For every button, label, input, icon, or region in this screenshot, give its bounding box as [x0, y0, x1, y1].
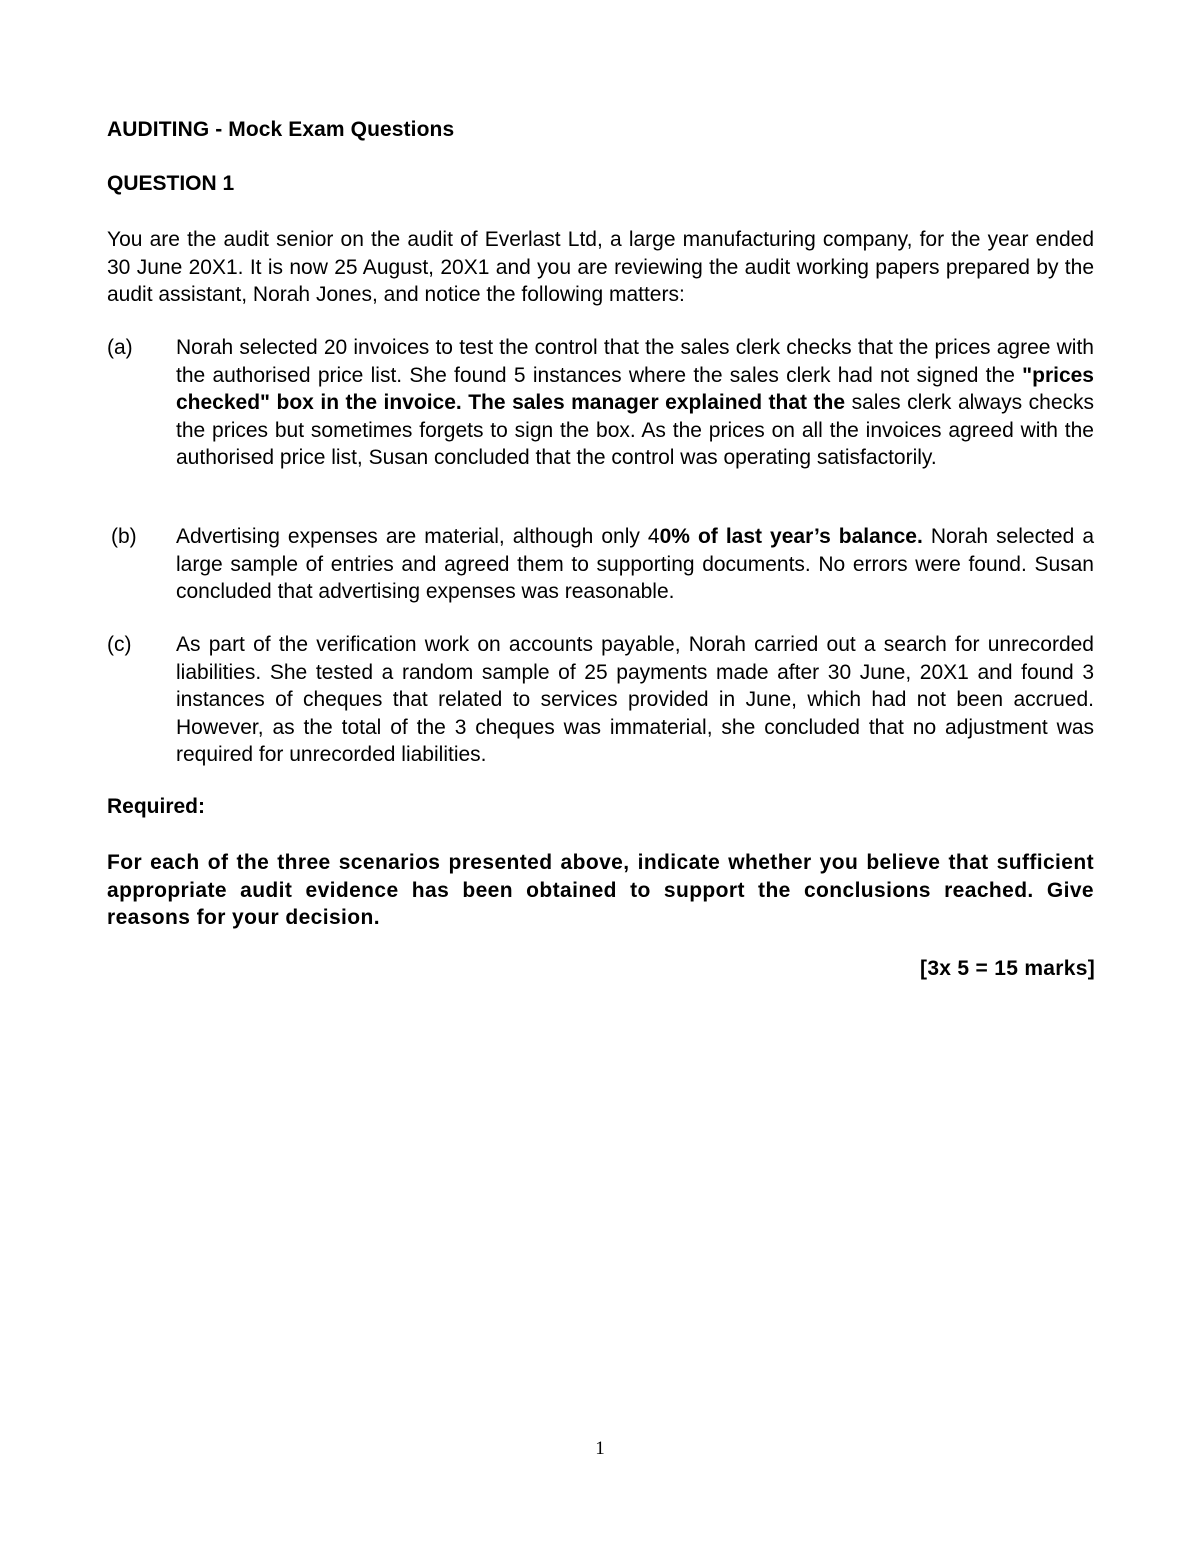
scenario-a-text	[176, 334, 1094, 472]
scenario-c-label: (c)	[107, 633, 132, 656]
question-heading: QUESTION 1	[107, 172, 235, 195]
scenario-a-label: (a)	[107, 336, 133, 359]
scenario-b-text-part-1: Advertising expenses are material, although only 4	[176, 525, 660, 548]
document-title: AUDITING - Mock Exam Questions	[107, 118, 455, 141]
scenario-b-text-part-2: Norah selected a large sample of entries and agreed them to supporting documents. No errors were found. Susan concluded that advertising expenses was reasonable.	[176, 525, 1094, 603]
scenario-b-label: (b)	[111, 525, 137, 548]
scenario-a-text-part-1: Norah selected 20 invoices to test the control that the sales clerk checks that the prices agree with the authorised price list. She found 5 instances where the sales clerk had not signed the	[176, 336, 1094, 387]
scenario-c-text: As part of the verification work on accounts payable, Norah carried out a search for unrecorded liabilities. She tested a random sample of 25 payments made after 30 June, 20X1 and found 3 instances of cheques that related to services provided in June, which had not been accrued. However, as the total of the 3 cheques was immaterial, she concluded that no adjustment was required for unrecorded liabilities.	[176, 633, 1094, 766]
required-instructions: For each of the three scenarios presented above, indicate whether you believe that sufficient appropriate audit evidence has been obtained to support the conclusions reached. Give reasons for your decision.	[107, 851, 1094, 929]
scenario-a-text-part-2: sales clerk always checks the prices but sometimes forgets to sign the box. As the prices on all the invoices agreed with the authorised price list, Susan concluded that the control was operating satisfactorily.	[176, 391, 1094, 469]
required-heading: Required:	[107, 795, 206, 818]
question-intro: You are the audit senior on the audit of Everlast Ltd, a large manufacturing company, for the year ended 30 June 20X1. It is now 25 August, 20X1 and you are reviewing the audit working papers prepared by the audit assistant, Norah Jones, and notice the following matters:	[107, 228, 1094, 306]
scenario-b-text	[176, 523, 1094, 606]
page-number: 1	[595, 1438, 605, 1459]
scenario-a-bold-text: "prices checked" box in the invoice. The sales manager explained that the	[176, 363, 1094, 414]
marks-allocation: [3x 5 = 15 marks]	[920, 957, 1095, 980]
scenario-b-bold-text: 0% of last year’s balance.	[659, 525, 923, 548]
